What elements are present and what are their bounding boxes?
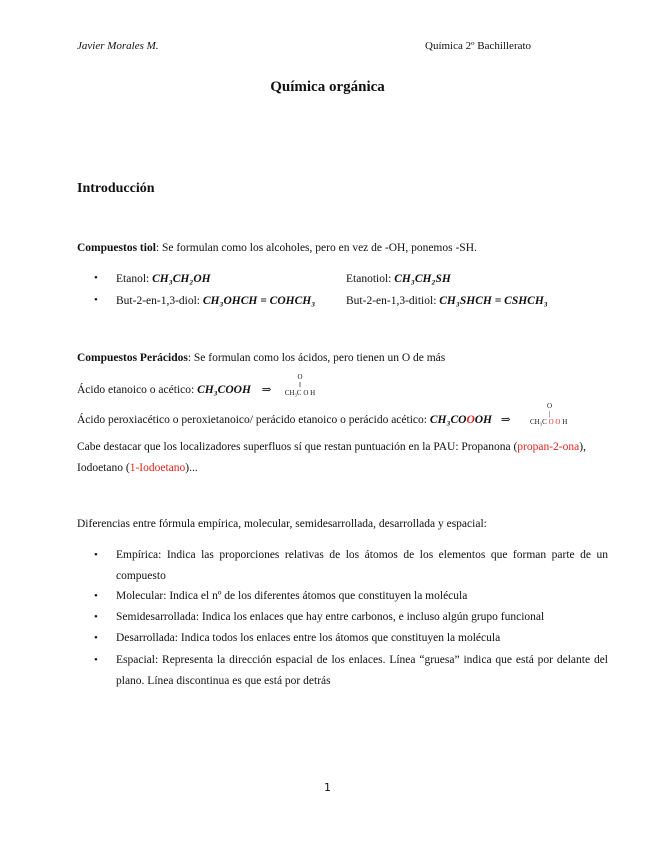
list-item-semidesarrollada: Semidesarrollada: Indica los enlaces que hay entre carbonos, e incluso algún grupo funcional: [116, 611, 545, 623]
struct1-oxygen: O: [297, 373, 303, 381]
struct2-chain-b: H: [560, 418, 568, 426]
list-item-espacial-cont: plano. Línea discontinua es que está por detrás: [116, 675, 331, 687]
etanol-label: Etanol:: [116, 273, 153, 285]
peracetico-label: Ácido peroxiacético o peroxietanoico/ perácido etanoico o perácido acético:: [77, 414, 430, 426]
tiol-label: Compuestos tiol: [77, 242, 156, 254]
struct2-oxygen: O: [547, 402, 553, 410]
peracidos-label: Compuestos Perácidos: [77, 352, 188, 364]
tiol-paragraph: [77, 242, 477, 254]
list-item-espacial: Espacial: Representa la dirección espacial de los enlaces. Línea “gruesa” indica que está por delante del: [116, 654, 608, 666]
etanotiol-label: Etanotiol:: [346, 273, 395, 285]
diferencias-intro: Diferencias entre fórmula empírica, molecular, semidesarrollada, desarrollada y espacial:: [77, 518, 487, 530]
peracetico-formula-b: OH: [474, 414, 492, 426]
bullet-icon: •: [94, 294, 98, 306]
peracetico-structure: [530, 402, 590, 426]
list-item-empirica-cont: compuesto: [116, 570, 166, 582]
peracetico-line: [77, 412, 511, 426]
peracetico-formula-a: CH₃CO: [429, 414, 467, 426]
list-item-diol: [116, 295, 315, 307]
bullet-icon: •: [94, 549, 98, 561]
etanol-formula: CH₃CH₂OH: [152, 273, 211, 285]
acetico-line: [77, 382, 271, 396]
struct2-chain-red: O O: [548, 418, 561, 426]
header-author: Javier Morales M.: [77, 40, 159, 52]
list-item-desarrollada: Desarrollada: Indica todos los enlaces entre los átomos que constituyen la molécula: [116, 632, 501, 644]
page-number: 1: [324, 781, 331, 794]
diol-formula: CH₃OHCH = COHCH₃: [202, 295, 316, 307]
arrow-icon: ⇒: [261, 384, 272, 396]
bullet-icon: •: [94, 611, 98, 623]
section-heading: Introducción: [77, 181, 155, 196]
localizadores-text1: Cabe destacar que los localizadores superfluos sí que restan puntuación en la PAU: Propanona (: [77, 441, 518, 453]
acetico-label: Ácido etanoico o acético:: [77, 384, 198, 396]
localizadores-text2: ),: [579, 441, 586, 453]
struct1-chain: CH₃C O H: [284, 389, 316, 397]
list-item-molecular: Molecular: Indica el nº de los diferentes átomos que constituyen la molécula: [116, 590, 468, 602]
tiol-text: : Se formulan como los alcoholes, pero en vez de -OH, ponemos -SH.: [155, 242, 477, 254]
peracidos-text: : Se formulan como los ácidos, pero tienen un O de más: [187, 352, 446, 364]
bullet-icon: •: [94, 272, 98, 284]
struct2-chain-a: CH₃C: [530, 418, 549, 426]
acetico-structure: [278, 373, 322, 397]
struct1-bond: ‖: [299, 381, 301, 389]
struct2-bond: |: [549, 410, 551, 418]
localizadores-line1: [77, 441, 586, 453]
bullet-icon: •: [94, 590, 98, 602]
propanona-iupac: propan-2-ona: [517, 441, 580, 453]
peracidos-paragraph: [77, 352, 445, 364]
ditiol-label: But-2-en-1,3-ditiol:: [346, 295, 440, 307]
localizadores-text3: Iodoetano (: [77, 462, 130, 474]
list-item-empirica: Empírica: Indica las proporciones relativas de los átomos de los elementos que forman parte de un: [116, 549, 608, 561]
page-title: Química orgánica: [270, 79, 385, 95]
list-item-etanotiol: [346, 273, 451, 285]
bullet-icon: •: [94, 654, 98, 666]
bullet-icon: •: [94, 632, 98, 644]
header-course: Química 2º Bachillerato: [425, 40, 532, 52]
localizadores-line2: [77, 462, 198, 474]
acetico-formula: CH₃COOH: [197, 384, 251, 396]
list-item-ditiol: [346, 295, 548, 307]
localizadores-text4: )...: [185, 462, 198, 474]
peracetico-formula-extra-o: O: [466, 414, 475, 426]
list-item-etanol: [116, 273, 211, 285]
iodoetano-iupac: 1-Iodoetano: [129, 462, 186, 474]
ditiol-formula: CH₃SHCH = CSHCH₃: [439, 295, 548, 307]
arrow-icon: ⇒: [500, 414, 511, 426]
diol-label: But-2-en-1,3-diol:: [116, 295, 203, 307]
etanotiol-formula: CH₃CH₂SH: [394, 273, 451, 285]
